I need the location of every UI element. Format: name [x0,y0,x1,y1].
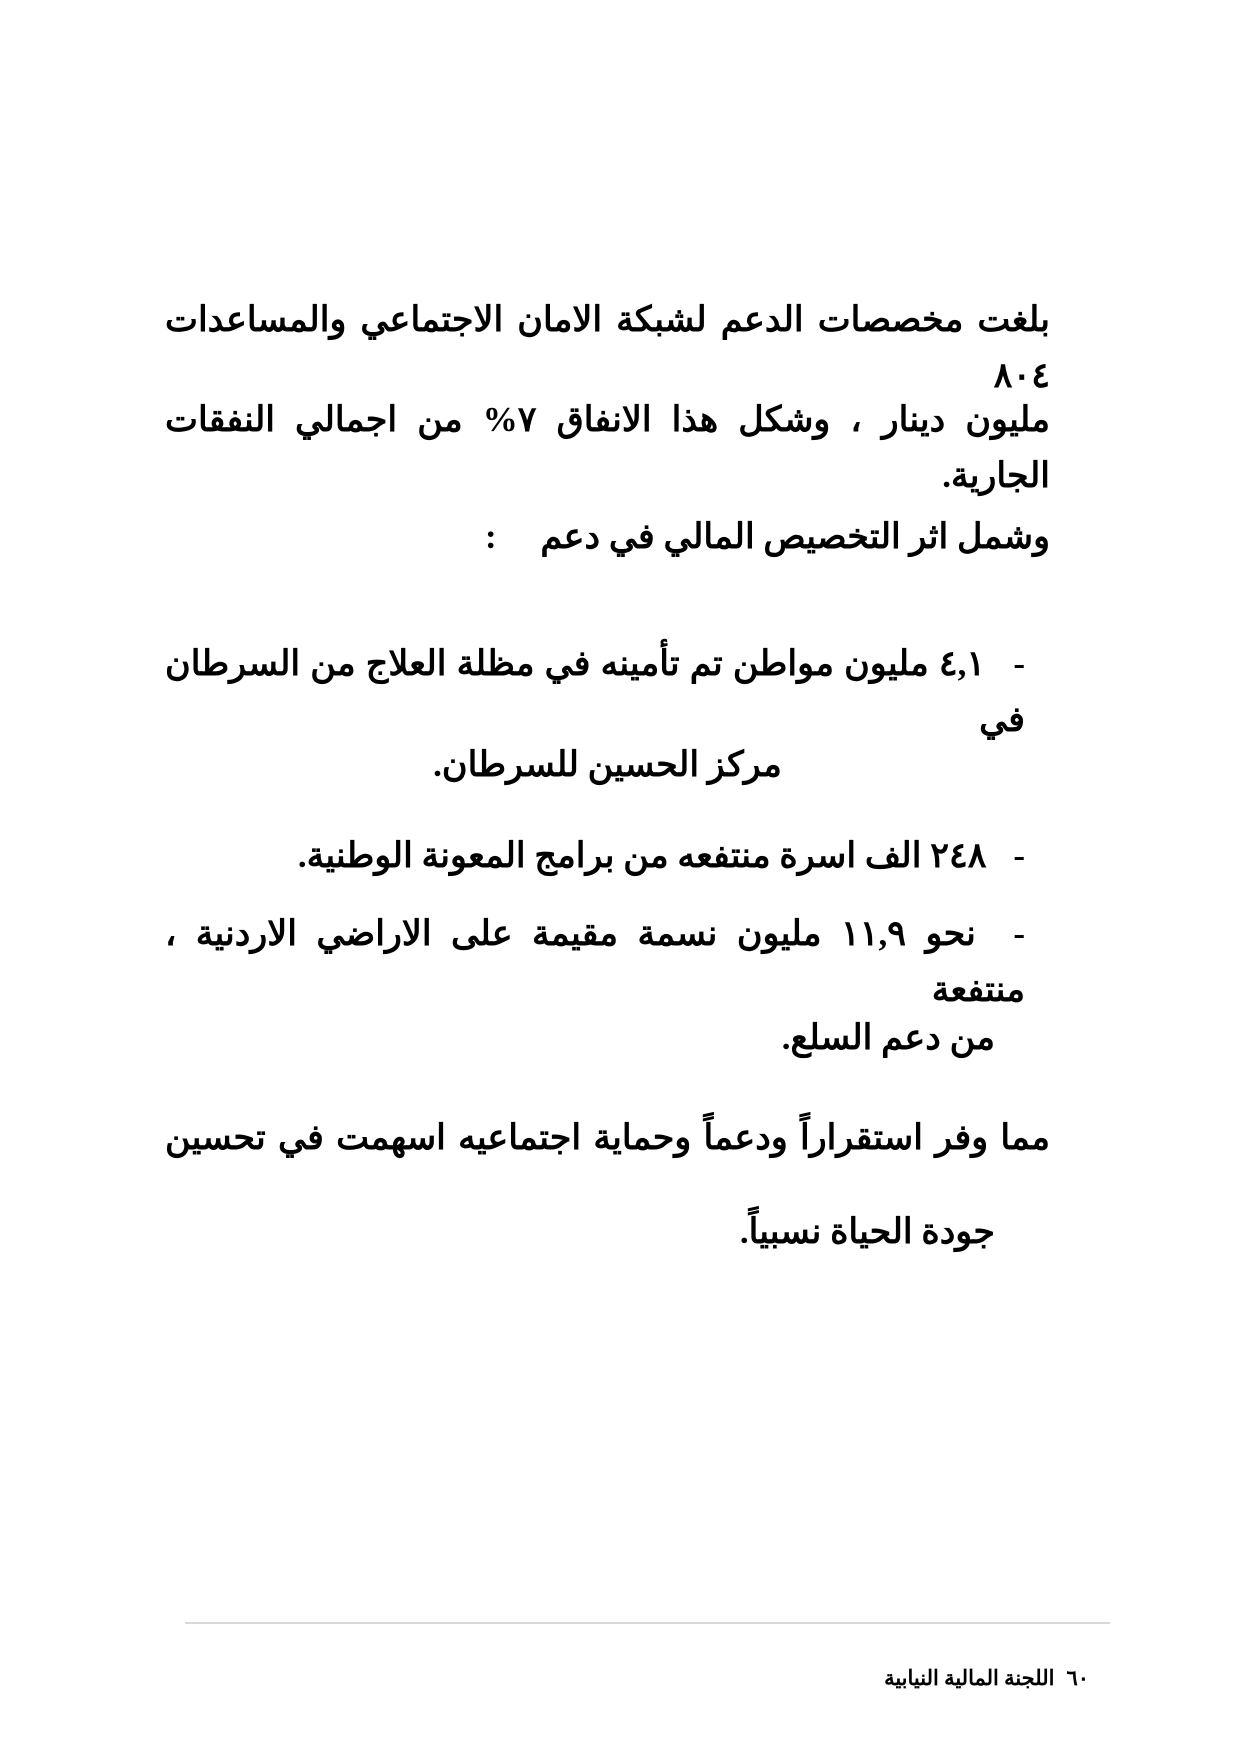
bullet-item-3-line-1 [165,906,1050,1018]
footer-divider [185,1622,1110,1624]
bullet-marker: - [1013,644,1026,683]
bullet-item-1-line-1 [165,636,1050,748]
page-footer [185,1627,1110,1729]
bullet-item-1-line-2: مركز الحسين للسرطان. [433,745,782,784]
paragraph-1-line-1: بلغت مخصصات الدعم لشبكة الامان الاجتماعي والمساعدات ٨٠٤ [165,300,1050,395]
paragraph-2-line-1: وشمل اثر التخصيص المالي في دعم : [484,517,1050,556]
paragraph-1-line-2: مليون دينار ، وشكل هذا الانفاق ٧% من اجمالي النفقات الجارية. [165,400,1050,495]
bullet-item-2-line-1 [165,828,1050,884]
bullet-1-text: ٤,١ مليون مواطن تم تأمينه في مظلة العلاج من السرطان في [165,644,1025,739]
bullet-3-text: نحو ١١,٩ مليون نسمة مقيمة على الاراضي الاردنية ، منتفعة [165,914,1025,1009]
footer-content [837,1661,1089,1695]
bullet-marker: - [1013,836,1025,875]
paragraph-3-line-1: مما وفر استقراراً ودعماً وحماية اجتماعيه اسهمت في تحسين [165,1118,1050,1157]
footer-committee-label: اللجنة المالية النيابية [884,1666,1055,1690]
bullet-item-3-line-2: من دعم السلع. [781,1018,995,1057]
bullet-marker: - [1013,914,1026,953]
paragraph-3-line-2: جودة الحياة نسبياً. [739,1212,995,1251]
footer-page-number: ٦٠ [1066,1666,1089,1690]
bullet-2-text: ٢٤٨ الف اسرة منتفعه من برامج المعونة الوطنية. [297,836,987,875]
